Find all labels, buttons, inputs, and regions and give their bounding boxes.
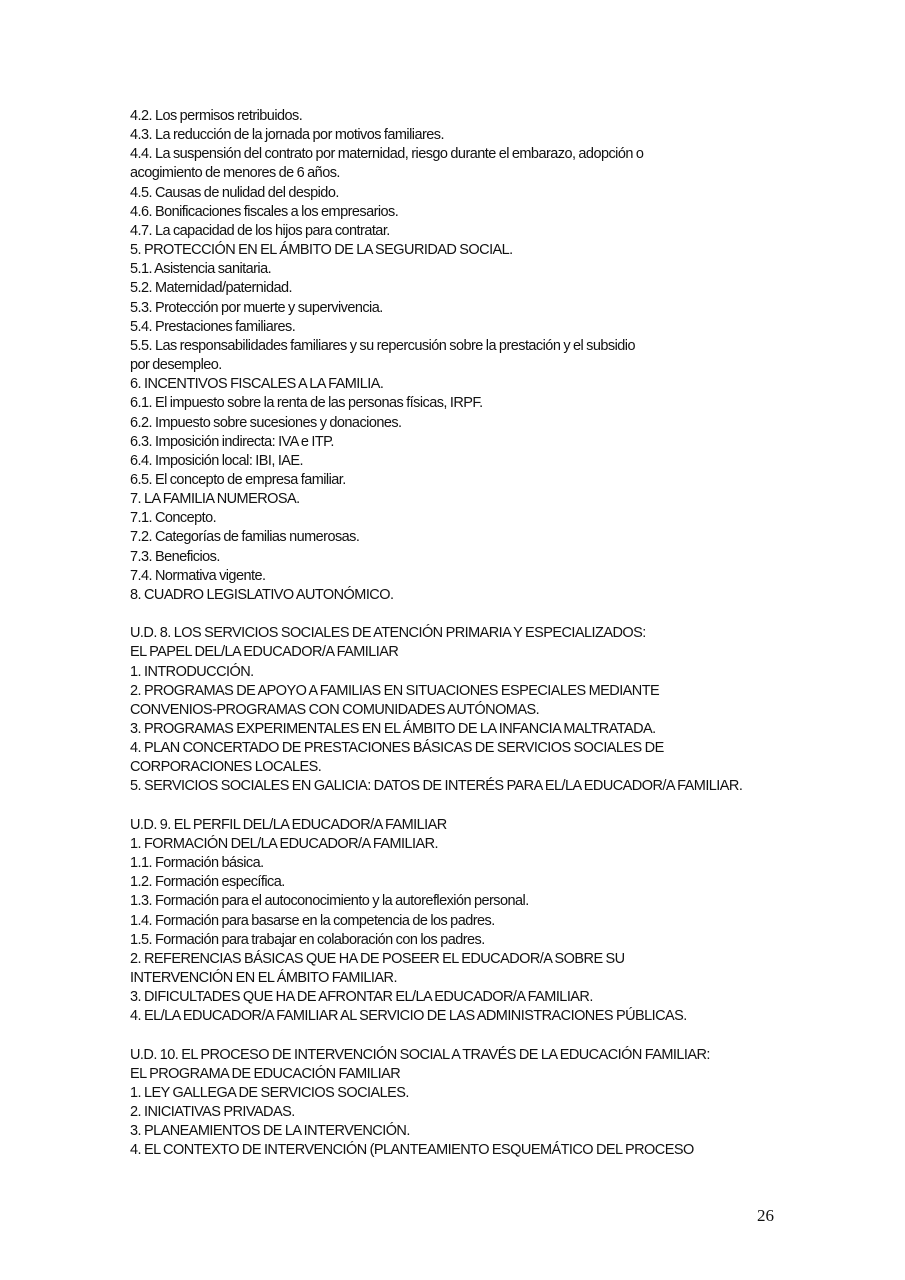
text-line: 2. PROGRAMAS DE APOYO A FAMILIAS EN SITUACIONES ESPECIALES MEDIANTE xyxy=(130,682,660,699)
text-line: acogimiento de menores de 6 años. xyxy=(130,165,340,182)
text-line: 5. PROTECCIÓN EN EL ÁMBITO DE LA SEGURIDAD SOCIAL. xyxy=(130,242,513,259)
text-line: 1.1. Formación básica. xyxy=(130,855,264,872)
blank-line xyxy=(130,1027,830,1046)
text-line: 5. SERVICIOS SOCIALES EN GALICIA: DATOS DE INTERÉS PARA EL/LA EDUCADOR/A FAMILIAR. xyxy=(130,778,743,795)
text-line: 5.1. Asistencia sanitaria. xyxy=(130,261,272,278)
text-line: 3. PROGRAMAS EXPERIMENTALES EN EL ÁMBITO DE LA INFANCIA MALTRATADA. xyxy=(130,721,656,737)
text-line: 7.2. Categorías de familias numerosas. xyxy=(130,529,360,546)
text-line: 2. REFERENCIAS BÁSICAS QUE HA DE POSEER EL EDUCADOR/A SOBRE SU xyxy=(130,950,625,967)
text-line: 4.5. Causas de nulidad del despido. xyxy=(130,184,339,201)
text-line: 4.6. Bonificaciones fiscales a los empresarios. xyxy=(130,203,399,220)
text-line: U.D. 8. LOS SERVICIOS SOCIALES DE ATENCIÓN PRIMARIA Y ESPECIALIZADOS: xyxy=(130,625,646,642)
page-number: 26 xyxy=(757,1206,774,1225)
blank-line xyxy=(130,797,830,816)
text-line: 6.3. Imposición indirecta: IVA e ITP. xyxy=(130,433,334,450)
text-line: U.D. 9. EL PERFIL DEL/LA EDUCADOR/A FAMILIAR xyxy=(130,816,447,833)
text-line: 4.3. La reducción de la jornada por motivos familiares. xyxy=(130,127,444,144)
text-line: 4. PLAN CONCERTADO DE PRESTACIONES BÁSICAS DE SERVICIOS SOCIALES DE xyxy=(130,740,664,757)
text-line: U.D. 10. EL PROCESO DE INTERVENCIÓN SOCIAL A TRAVÉS DE LA EDUCACIÓN FAMILIAR: xyxy=(130,1046,710,1063)
text-line: 6.2. Impuesto sobre sucesiones y donaciones. xyxy=(130,414,402,431)
text-line: 8. CUADRO LEGISLATIVO AUTONÓMICO. xyxy=(130,586,394,603)
text-line: 1.4. Formación para basarse en la competencia de los padres. xyxy=(130,912,495,929)
text-line: INTERVENCIÓN EN EL ÁMBITO FAMILIAR. xyxy=(130,970,397,987)
text-line: 7.3. Beneficios. xyxy=(130,548,220,565)
text-line: 1. INTRODUCCIÓN. xyxy=(130,663,254,680)
text-line: 1. FORMACIÓN DEL/LA EDUCADOR/A FAMILIAR. xyxy=(130,835,438,852)
text-line: 7.1. Concepto. xyxy=(130,510,217,527)
text-line: 6. INCENTIVOS FISCALES A LA FAMILIA. xyxy=(130,376,384,393)
text-line: 4.2. Los permisos retribuidos. xyxy=(130,108,303,124)
text-line: 6.5. El concepto de empresa familiar. xyxy=(130,471,346,488)
text-line: 5.4. Prestaciones familiares. xyxy=(130,318,296,335)
text-line: por desempleo. xyxy=(130,357,222,374)
text-line: EL PAPEL DEL/LA EDUCADOR/A FAMILIAR xyxy=(130,644,399,661)
text-line: CORPORACIONES LOCALES. xyxy=(130,759,322,776)
text-line: 7. LA FAMILIA NUMEROSA. xyxy=(130,491,300,508)
text-line: 2. INICIATIVAS PRIVADAS. xyxy=(130,1104,295,1121)
text-line: EL PROGRAMA DE EDUCACIÓN FAMILIAR xyxy=(130,1065,401,1082)
document-body xyxy=(130,107,830,1161)
text-line: 1. LEY GALLEGA DE SERVICIOS SOCIALES. xyxy=(130,1084,409,1101)
text-line: 6.4. Imposición local: IBI, IAE. xyxy=(130,452,304,469)
text-line: 5.2. Maternidad/paternidad. xyxy=(130,280,292,297)
text-line: 6.1. El impuesto sobre la renta de las personas físicas, IRPF. xyxy=(130,395,483,412)
text-line: 4.4. La suspensión del contrato por maternidad, riesgo durante el embarazo, adopción o xyxy=(130,146,644,163)
text-line: 4. EL/LA EDUCADOR/A FAMILIAR AL SERVICIO DE LAS ADMINISTRACIONES PÚBLICAS. xyxy=(130,1008,687,1025)
text-line: 1.2. Formación específica. xyxy=(130,874,285,891)
text-line: 5.3. Protección por muerte y supervivencia. xyxy=(130,299,383,316)
text-line: 1.3. Formación para el autoconocimiento y la autoreflexión personal. xyxy=(130,893,529,910)
text-line: CONVENIOS-PROGRAMAS CON COMUNIDADES AUTÓNOMAS. xyxy=(130,701,540,718)
text-line: 4.7. La capacidad de los hijos para contratar. xyxy=(130,222,390,239)
text-line: 4. EL CONTEXTO DE INTERVENCIÓN (PLANTEAMIENTO ESQUEMÁTICO DEL PROCESO xyxy=(130,1142,694,1159)
text-line: 3. DIFICULTADES QUE HA DE AFRONTAR EL/LA EDUCADOR/A FAMILIAR. xyxy=(130,989,593,1006)
blank-line xyxy=(130,605,830,624)
text-line: 3. PLANEAMIENTOS DE LA INTERVENCIÓN. xyxy=(130,1123,410,1140)
text-line: 7.4. Normativa vigente. xyxy=(130,567,266,584)
text-line: 1.5. Formación para trabajar en colaboración con los padres. xyxy=(130,931,485,948)
text-line: 5.5. Las responsabilidades familiares y su repercusión sobre la prestación y el subsidio xyxy=(130,337,635,354)
